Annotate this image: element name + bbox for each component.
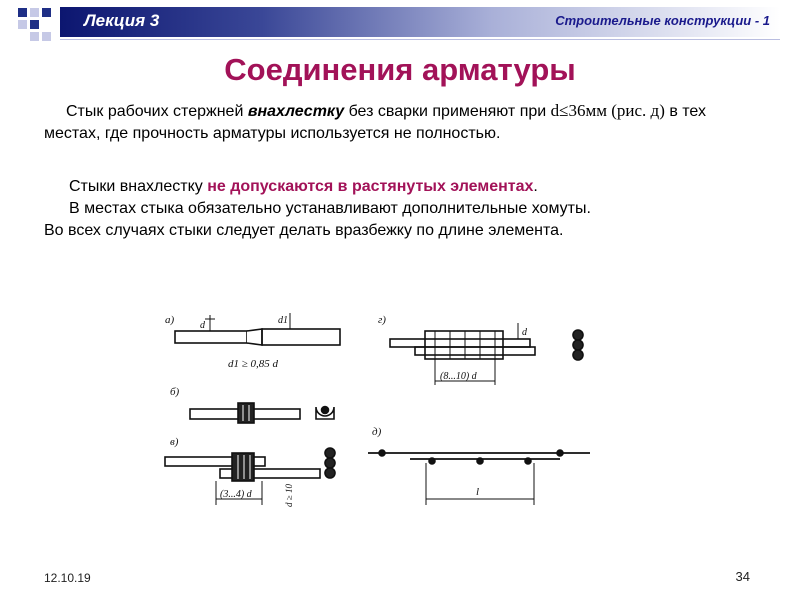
a-bar-right bbox=[262, 329, 340, 345]
b-weld bbox=[238, 403, 254, 423]
corner-square-1 bbox=[18, 8, 27, 17]
paragraph-lap-splice bbox=[44, 100, 744, 145]
a-formula: d1 ≥ 0,85 d bbox=[228, 358, 279, 370]
label-g: г) bbox=[378, 314, 386, 326]
label-a: а) bbox=[165, 314, 175, 326]
g-dim-d: d bbox=[522, 327, 527, 338]
corner-square-4 bbox=[18, 20, 27, 29]
p1-emphasis: внахлестку bbox=[247, 103, 345, 120]
page-number: 34 bbox=[735, 569, 750, 584]
p2-highlight: не допускаются в растянутых элементах bbox=[207, 178, 534, 195]
g-bar-top bbox=[390, 339, 530, 347]
a-bar-left bbox=[175, 331, 247, 343]
label-b: б) bbox=[170, 386, 180, 398]
a-bar-taper bbox=[247, 329, 262, 345]
joints-figure bbox=[150, 295, 600, 520]
corner-square-2 bbox=[30, 8, 39, 17]
v-dim-vert: d ≥ 10 bbox=[284, 484, 294, 507]
v-dim: (3...4) d bbox=[220, 489, 252, 500]
label-v: в) bbox=[170, 436, 179, 448]
g-bar-bottom bbox=[415, 347, 535, 355]
paragraph-not-allowed bbox=[44, 176, 744, 198]
corner-square-7 bbox=[42, 32, 51, 41]
paragraph-staggered: Во всех случаях стыки следует делать вразбежку по длине элемента. bbox=[44, 222, 564, 239]
corner-square-3 bbox=[42, 8, 51, 17]
a-dim-d: d bbox=[200, 320, 205, 331]
p1-formula: d≤36мм (рис. д) bbox=[550, 101, 665, 120]
footer-date: 12.10.19 bbox=[44, 571, 91, 585]
header-divider bbox=[60, 39, 780, 40]
course-title: Строительные конструкции - 1 bbox=[555, 13, 770, 28]
p1-text-a: Стык рабочих стержней bbox=[66, 103, 248, 120]
p2-text-a: Стыки внахлестку bbox=[69, 178, 208, 195]
lecture-title: Лекция 3 bbox=[84, 11, 160, 30]
slide-title: Соединения арматуры bbox=[224, 52, 576, 87]
corner-square-5 bbox=[30, 20, 39, 29]
p2-text-b: . bbox=[533, 178, 538, 195]
p1-text-b: без сварки применяют при bbox=[344, 103, 551, 120]
d-dim-l: l bbox=[476, 486, 480, 498]
p1-text-c: в тех местах, где прочность арматуры используется не полностью. bbox=[44, 103, 706, 142]
label-d: д) bbox=[372, 426, 382, 438]
corner-square-6 bbox=[30, 32, 39, 41]
a-dim-d1: d1 bbox=[278, 315, 288, 326]
v-plate bbox=[232, 453, 254, 481]
paragraph-stirrups: В местах стыка обязательно устанавливают дополнительные хомуты. bbox=[69, 200, 591, 217]
g-dim: (8...10) d bbox=[440, 371, 477, 382]
